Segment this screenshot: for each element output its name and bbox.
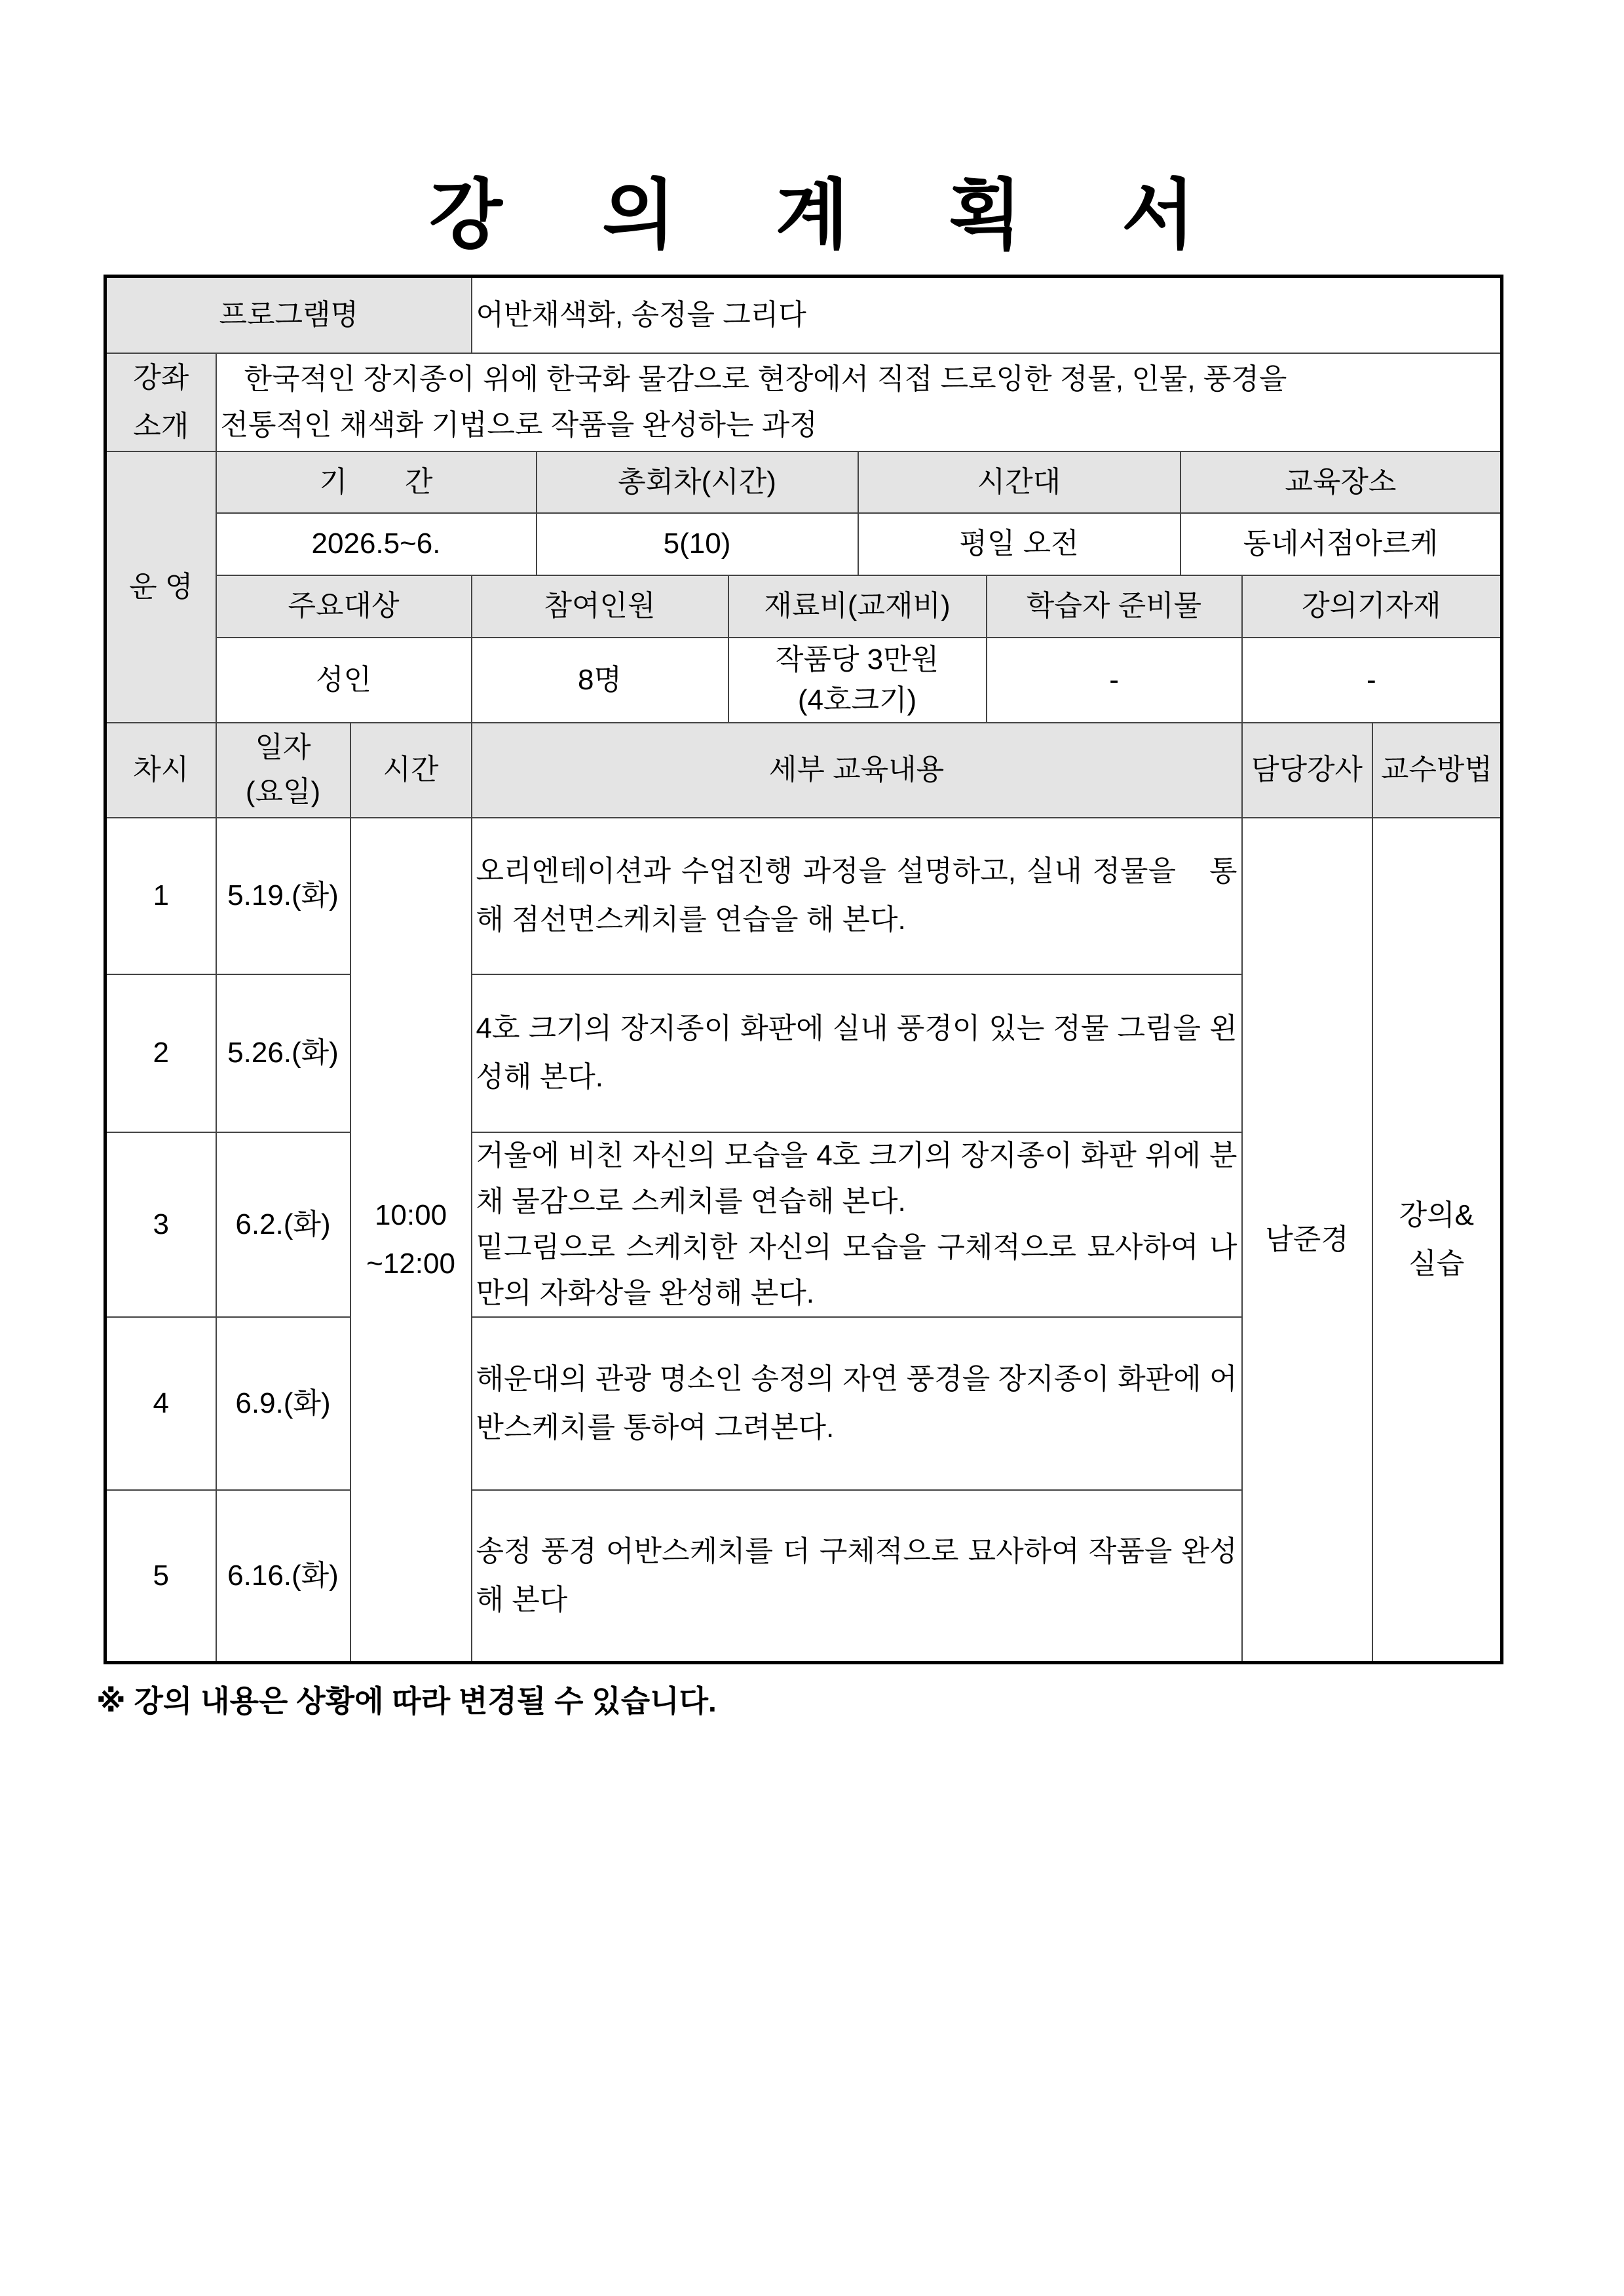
venue-header: 교육장소 <box>1180 451 1502 513</box>
method-line2: 실습 <box>1408 1247 1465 1280</box>
session-content: 4호 크기의 장지종이 화판에 실내 풍경이 있는 정물 그림을 왼성해 본다. <box>472 974 1242 1132</box>
instructor-header: 담당강사 <box>1242 723 1372 818</box>
session-content-part2: 밑그림으로 스케치한 자신의 모습을 구체적으로 묘사하여 나만의 자화상을 완성해 본다. <box>476 1231 1237 1309</box>
session-content: 송정 풍경 어반스케치를 더 구체적으로 묘사하여 작품을 완성해 본다 <box>472 1490 1242 1663</box>
material-fee-header: 재료비(교재비) <box>728 575 987 638</box>
timeslot-header: 시간대 <box>858 451 1180 513</box>
target-header: 주요대상 <box>216 575 472 638</box>
session-number: 4 <box>105 1317 216 1490</box>
equipment-header: 강의기자재 <box>1242 575 1502 638</box>
material-fee-line2: (4호크기) <box>797 683 917 716</box>
intro-label-line2: 소개 <box>133 410 189 442</box>
program-label: 프로그램명 <box>105 277 472 353</box>
session-date: 6.16.(화) <box>216 1490 350 1663</box>
venue-value: 동네서점아르케 <box>1180 513 1502 575</box>
date-header-line2: (요일) <box>245 776 321 808</box>
intro-line1: 한국적인 장지종이 위에 한국화 물감으로 현장에서 직접 드로잉한 정물, 인물, 풍경을 <box>244 362 1287 395</box>
table-row <box>105 818 1502 974</box>
page-title: 강 의 계 획 서 <box>428 172 1235 258</box>
capacity-value: 8명 <box>472 638 728 723</box>
session-number: 2 <box>105 974 216 1132</box>
session-content <box>472 1132 1242 1317</box>
session-date: 6.2.(화) <box>216 1132 350 1317</box>
operation-label: 운 영 <box>105 451 216 723</box>
session-number: 3 <box>105 1132 216 1317</box>
teaching-method <box>1372 818 1502 1663</box>
instructor-name: 남준경 <box>1242 818 1372 1663</box>
session-number: 5 <box>105 1490 216 1663</box>
sessions-header: 총회차(시간) <box>537 451 858 513</box>
material-fee-value <box>728 638 987 723</box>
period-value: 2026.5~6. <box>216 513 537 575</box>
lecture-plan-table <box>104 275 1503 1664</box>
material-fee-line1: 작품당 3만원 <box>775 643 939 676</box>
date-header-line1: 일자 <box>255 731 311 763</box>
time-start: 10:00 <box>374 1198 447 1231</box>
content-header: 세부 교육내용 <box>472 723 1242 818</box>
intro-content <box>216 353 1502 451</box>
learner-supplies-value: - <box>987 638 1242 723</box>
session-content: 해운대의 관광 명소인 송정의 자연 풍경을 장지종이 화판에 어반스케치를 통하여 그려본다. <box>472 1317 1242 1490</box>
time-header: 시간 <box>350 723 472 818</box>
session-time <box>350 818 472 1663</box>
session-content-part1: 거울에 비친 자신의 모습을 4호 크기의 장지종이 화판 위에 분채 물감으로 스케치를 연습해 본다. <box>476 1139 1237 1217</box>
program-name: 어반채색화, 송정을 그리다 <box>472 277 1502 353</box>
intro-line2: 전통적인 채색화 기법으로 작품을 완성하는 과정 <box>220 408 818 441</box>
session-number: 1 <box>105 818 216 974</box>
capacity-header: 참여인원 <box>472 575 728 638</box>
session-header: 차시 <box>105 723 216 818</box>
method-header: 교수방법 <box>1372 723 1502 818</box>
session-date: 5.26.(화) <box>216 974 350 1132</box>
time-end: ~12:00 <box>366 1247 455 1280</box>
session-content: 오리엔테이션과 수업진행 과정을 설명하고, 실내 정물을 통해 점선면스케치를 연습을 해 본다. <box>472 818 1242 974</box>
equipment-value: - <box>1242 638 1502 723</box>
session-date: 5.19.(화) <box>216 818 350 974</box>
sessions-value: 5(10) <box>537 513 858 575</box>
learner-supplies-header: 학습자 준비물 <box>987 575 1242 638</box>
session-date: 6.9.(화) <box>216 1317 350 1490</box>
intro-label-line1: 강좌 <box>133 361 189 394</box>
timeslot-value: 평일 오전 <box>858 513 1180 575</box>
intro-label <box>105 353 216 451</box>
method-line1: 강의& <box>1399 1198 1474 1231</box>
period-header: 기 간 <box>216 451 537 513</box>
target-value: 성인 <box>216 638 472 723</box>
date-header <box>216 723 350 818</box>
footnote: ※ 강의 내용은 상황에 따라 변경될 수 있습니다. <box>96 1684 717 1718</box>
